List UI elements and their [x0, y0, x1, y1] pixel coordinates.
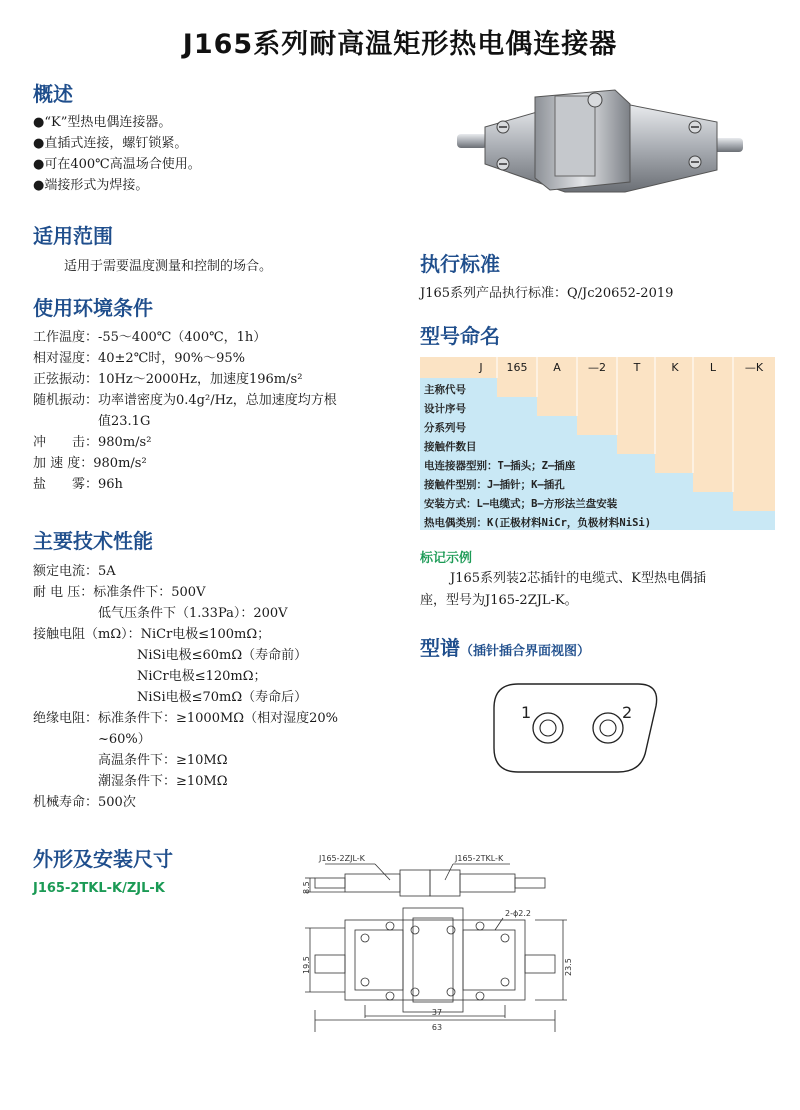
- perf-line: NiSi电极≤60mΩ（寿命前）: [33, 648, 308, 663]
- example-heading: 标记示例: [420, 551, 473, 566]
- list-item: ●直插式连接，螺钉锁紧。: [33, 136, 188, 151]
- standard-heading: 执行标准: [420, 252, 500, 276]
- env-line: 加 速 度：980m/s²: [33, 456, 147, 471]
- list-item: ●端接形式为焊接。: [33, 178, 149, 193]
- code-cell: T: [633, 361, 641, 374]
- label-right: J165-2TKL-K: [455, 854, 504, 863]
- env-line: 工作温度：-55～400℃（400℃，1h）: [33, 330, 267, 345]
- naming-row: 接触件型别：J—插针；K—插孔: [420, 473, 693, 492]
- naming-guides: [420, 357, 775, 530]
- perf-line: 潮湿条件下：≥10MΩ: [33, 774, 228, 789]
- env-line: 相对湿度：40±2℃时，90%～95%: [33, 351, 246, 366]
- code-cell: 165: [506, 361, 528, 374]
- dim-195: 19.5: [302, 956, 311, 974]
- dim-63: 63: [431, 1023, 443, 1032]
- code-cell: —2: [588, 361, 606, 374]
- dim-37: 37: [431, 1008, 443, 1017]
- code-cell: K: [671, 361, 679, 374]
- scope-heading: 适用范围: [33, 224, 113, 248]
- naming-row: 热电偶类别：K(正极材料NiCr，负极材料NiSi): [420, 511, 775, 530]
- perf-line: NiCr电极≤120mΩ；: [33, 669, 267, 684]
- pattern-title: [420, 632, 590, 661]
- pin-layout-diagram: [488, 678, 668, 778]
- naming-row: 主称代号: [420, 378, 497, 397]
- env-list: [33, 327, 337, 495]
- hole-label: 2-ϕ2.2: [505, 909, 531, 918]
- env-heading: 使用环境条件: [33, 296, 153, 320]
- outline-model: J165-2TKL-K/ZJL-K: [33, 881, 165, 896]
- outline-heading: 外形及安装尺寸: [33, 847, 173, 871]
- naming-row: 接触件数目: [420, 435, 617, 454]
- list-item: ●可在400℃高温场合使用。: [33, 157, 201, 172]
- naming-row: 安装方式：L—电缆式；B—方形法兰盘安装: [420, 492, 733, 511]
- pin-2-label: 2: [622, 703, 633, 722]
- pattern-heading: 型谱: [420, 636, 460, 660]
- env-line: 随机振动：功率谱密度为0.4g²/Hz，总加速度均方根: [33, 393, 337, 408]
- overview-heading: 概述: [33, 82, 73, 106]
- perf-line: 高温条件下：≥10MΩ: [33, 753, 228, 768]
- list-item: ●“K”型热电偶连接器。: [33, 115, 172, 130]
- outline-drawing: [295, 850, 585, 1035]
- pin-1-label: 1: [521, 703, 532, 722]
- perf-heading: 主要技术性能: [33, 529, 153, 553]
- code-cell: —K: [744, 361, 764, 374]
- dim-85: 8.5: [302, 881, 311, 894]
- perf-line: 机械寿命：500次: [33, 795, 136, 810]
- scope-text: 适用于需要温度测量和控制的场合。: [64, 259, 273, 274]
- standard-text: J165系列产品执行标准：Q/Jc20652-2019: [420, 286, 674, 301]
- perf-line: 耐 电 压：标准条件下：500V: [33, 585, 206, 600]
- example-line-2: 座，型号为J165-2ZJL-K。: [420, 593, 578, 608]
- code-cell: A: [553, 361, 561, 374]
- page-title: J165系列耐高温矩形热电偶连接器: [182, 29, 618, 60]
- env-line: 正弦振动：10Hz～2000Hz，加速度196m/s²: [33, 372, 303, 387]
- perf-list: [33, 561, 338, 813]
- perf-line: 额定电流：5A: [33, 564, 116, 579]
- pattern-subheading: （插针插合界面视图）: [460, 644, 591, 659]
- perf-line: NiSi电极≤70mΩ（寿命后）: [33, 690, 308, 705]
- naming-row: 分系列号: [420, 416, 577, 435]
- env-line: 盐 雾：96h: [33, 477, 123, 492]
- env-line: 值23.1G: [33, 414, 151, 429]
- overview-list: [33, 112, 201, 196]
- perf-line: ~60%）: [33, 732, 151, 747]
- perf-line: 绝缘电阻：标准条件下：≥1000MΩ（相对湿度20%: [33, 711, 338, 726]
- naming-heading: 型号命名: [420, 324, 500, 348]
- perf-line: 低气压条件下（1.33Pa）：200V: [33, 606, 288, 621]
- example-line-1: J165系列装2芯插针的电缆式、K型热电偶插: [450, 571, 707, 586]
- env-line: 冲 击：980m/s²: [33, 435, 152, 450]
- naming-row: 设计序号: [420, 397, 537, 416]
- code-cell: J: [479, 361, 483, 374]
- dim-235: 23.5: [564, 958, 573, 976]
- label-left: J165-2ZJL-K: [319, 854, 365, 863]
- naming-row: 电连接器型别：T—插头；Z—插座: [420, 454, 655, 473]
- code-cell: L: [709, 361, 717, 374]
- connector-photo: [455, 82, 745, 202]
- perf-line: 接触电阻（mΩ）：NiCr电极≤100mΩ；: [33, 627, 271, 642]
